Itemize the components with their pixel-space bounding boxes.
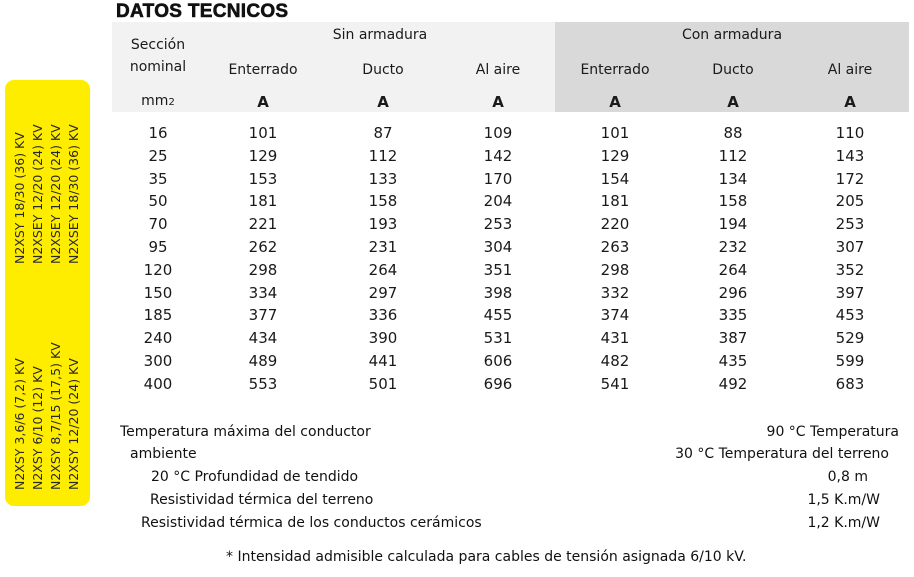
cell-sin-ducto: 112: [368, 146, 398, 165]
cell-sin-ducto: 158: [368, 192, 398, 211]
cell-sin-al-aire: 606: [483, 352, 513, 370]
unit-superscript: 2: [168, 97, 175, 108]
col-unit: A: [492, 93, 504, 111]
cell-con-ducto: 492: [718, 374, 748, 393]
cell-sin-al-aire: 204: [483, 192, 513, 211]
cell-con-al-aire: 453: [835, 306, 865, 325]
group-label-sin-armadura: Sin armadura: [332, 27, 428, 43]
cell-sin-enterrado: 489: [248, 352, 278, 370]
cell-sin-al-aire: 109: [483, 124, 513, 142]
cable-type-label: N2XSEY 12/20 (24) KV: [48, 124, 63, 264]
cell-sin-enterrado: 153: [248, 169, 278, 188]
note-value: 1,2 K.m/W: [807, 515, 880, 531]
note-value: 90 °C Temperatura: [766, 424, 899, 440]
cell-sin-ducto: 133: [368, 169, 398, 188]
cell-seccion: 16: [148, 124, 168, 142]
cable-type-label: N2XSY 18/30 (36) KV: [12, 132, 27, 264]
cell-con-al-aire: 110: [835, 124, 865, 142]
cell-con-enterrado: 263: [600, 238, 630, 256]
cell-con-enterrado: 332: [600, 283, 630, 302]
cell-sin-ducto: 390: [368, 329, 398, 348]
note-label: Resistividad térmica de los conductos cerámicos: [141, 515, 482, 531]
cell-sin-ducto: 441: [368, 352, 398, 370]
cell-sin-enterrado: 298: [248, 260, 278, 279]
col-header-enterrado: Enterrado: [228, 62, 298, 78]
cell-con-al-aire: 143: [835, 146, 865, 165]
col-unit: A: [609, 93, 621, 111]
seccion-label: Sección: [130, 37, 186, 53]
cell-sin-al-aire: 142: [483, 146, 513, 165]
cell-sin-al-aire: 304: [483, 238, 513, 256]
cell-sin-al-aire: 696: [483, 374, 513, 393]
cell-con-ducto: 134: [718, 169, 748, 188]
cell-con-ducto: 296: [718, 283, 748, 302]
cell-con-enterrado: 431: [600, 329, 630, 348]
cell-seccion: 185: [143, 306, 173, 325]
note-label: Resistividad térmica del terreno: [150, 492, 374, 508]
cell-con-ducto: 264: [718, 260, 748, 279]
cell-con-al-aire: 397: [835, 283, 865, 302]
col-unit: A: [844, 93, 856, 111]
group-label-con-armadura: Con armadura: [681, 27, 783, 43]
note-label: Temperatura máxima del conductor: [120, 424, 371, 440]
note-value: 30 °C Temperatura del terreno: [675, 446, 889, 462]
cell-sin-enterrado: 334: [248, 283, 278, 302]
cell-con-al-aire: 253: [835, 215, 865, 234]
cell-con-enterrado: 101: [600, 124, 630, 142]
col-unit: A: [727, 93, 739, 111]
cell-sin-ducto: 87: [373, 124, 393, 142]
seccion-unit: [112, 93, 204, 109]
cell-con-ducto: 232: [718, 238, 748, 256]
cell-seccion: 70: [148, 215, 168, 234]
cell-sin-enterrado: 434: [248, 329, 278, 348]
unit-mm: mm: [141, 93, 169, 109]
cell-seccion: 240: [143, 329, 173, 348]
cell-seccion: 25: [148, 146, 168, 165]
cell-seccion: 150: [143, 283, 173, 302]
col-unit: A: [257, 93, 269, 111]
cell-seccion: 400: [143, 374, 173, 393]
cell-sin-enterrado: 181: [248, 192, 278, 211]
cell-con-enterrado: 220: [600, 215, 630, 234]
page-title: DATOS TECNICOS: [116, 1, 289, 22]
col-header-al-aire: Al aire: [475, 62, 521, 78]
cell-sin-ducto: 336: [368, 306, 398, 325]
note-value: 1,5 K.m/W: [807, 492, 880, 508]
cell-sin-enterrado: 129: [248, 146, 278, 165]
note-label: 20 °C Profundidad de tendido: [151, 469, 359, 485]
cable-types-group-2: [5, 310, 90, 490]
cell-con-enterrado: 298: [600, 260, 630, 279]
cell-sin-enterrado: 553: [248, 374, 278, 393]
cell-seccion: 95: [148, 238, 168, 256]
cell-sin-enterrado: 377: [248, 306, 278, 325]
col-header-enterrado: Enterrado: [580, 62, 650, 78]
cell-con-enterrado: 541: [600, 374, 630, 393]
cell-con-al-aire: 599: [835, 352, 865, 370]
cell-con-al-aire: 172: [835, 169, 865, 188]
cell-seccion: 50: [148, 192, 168, 211]
note-value: 0,8 m: [827, 469, 868, 485]
cable-type-label: N2XSEY 18/30 (36) KV: [66, 124, 81, 264]
cell-seccion: 120: [143, 260, 173, 279]
cell-seccion: 300: [143, 352, 173, 370]
nominal-label: nominal: [129, 59, 187, 75]
cell-sin-al-aire: 253: [483, 215, 513, 234]
cell-con-ducto: 335: [718, 306, 748, 325]
cell-con-ducto: 435: [718, 352, 748, 370]
cable-type-label: N2XSY 6/10 (12) KV: [30, 366, 45, 490]
cell-sin-ducto: 231: [368, 238, 398, 256]
cell-con-al-aire: 307: [835, 238, 865, 256]
cell-seccion: 35: [148, 169, 168, 188]
cell-con-al-aire: 529: [835, 329, 865, 348]
cell-con-enterrado: 129: [600, 146, 630, 165]
cell-sin-enterrado: 221: [248, 215, 278, 234]
cell-con-enterrado: 181: [600, 192, 630, 211]
cell-con-ducto: 158: [718, 192, 748, 211]
note-label: ambiente: [130, 446, 197, 462]
cell-sin-enterrado: 262: [248, 238, 278, 256]
cell-sin-enterrado: 101: [248, 124, 278, 142]
cell-sin-al-aire: 170: [483, 169, 513, 188]
cell-con-al-aire: 683: [835, 374, 865, 393]
cable-types-group-1: [5, 94, 90, 264]
cell-con-ducto: 112: [718, 146, 748, 165]
cell-sin-al-aire: 398: [483, 283, 513, 302]
cell-con-ducto: 88: [723, 124, 743, 142]
cell-sin-al-aire: 531: [483, 329, 513, 348]
cell-con-al-aire: 205: [835, 192, 865, 211]
cable-types-panel: [5, 80, 90, 506]
cell-sin-ducto: 264: [368, 260, 398, 279]
cell-con-enterrado: 374: [600, 306, 630, 325]
cell-sin-ducto: 501: [368, 374, 398, 393]
cable-type-label: N2XSEY 12/20 (24) KV: [30, 124, 45, 264]
col-header-ducto: Ducto: [712, 62, 754, 78]
cell-con-ducto: 194: [718, 215, 748, 234]
cell-con-ducto: 387: [718, 329, 748, 348]
col-header-al-aire: Al aire: [827, 62, 873, 78]
footnote: * Intensidad admisible calculada para cables de tensión asignada 6/10 kV.: [226, 549, 747, 565]
cable-type-label: N2XSY 8,7/15 (17,5) KV: [48, 342, 63, 490]
cell-sin-al-aire: 455: [483, 306, 513, 325]
cell-con-al-aire: 352: [835, 260, 865, 279]
col-header-ducto: Ducto: [362, 62, 404, 78]
cell-con-enterrado: 482: [600, 352, 630, 370]
col-unit: A: [377, 93, 389, 111]
cell-sin-ducto: 193: [368, 215, 398, 234]
cable-type-label: N2XSY 3,6/6 (7,2) KV: [12, 358, 27, 490]
cell-con-enterrado: 154: [600, 169, 630, 188]
cell-sin-ducto: 297: [368, 283, 398, 302]
cable-type-label: N2XSY 12/20 (24) KV: [66, 358, 81, 490]
cell-sin-al-aire: 351: [483, 260, 513, 279]
